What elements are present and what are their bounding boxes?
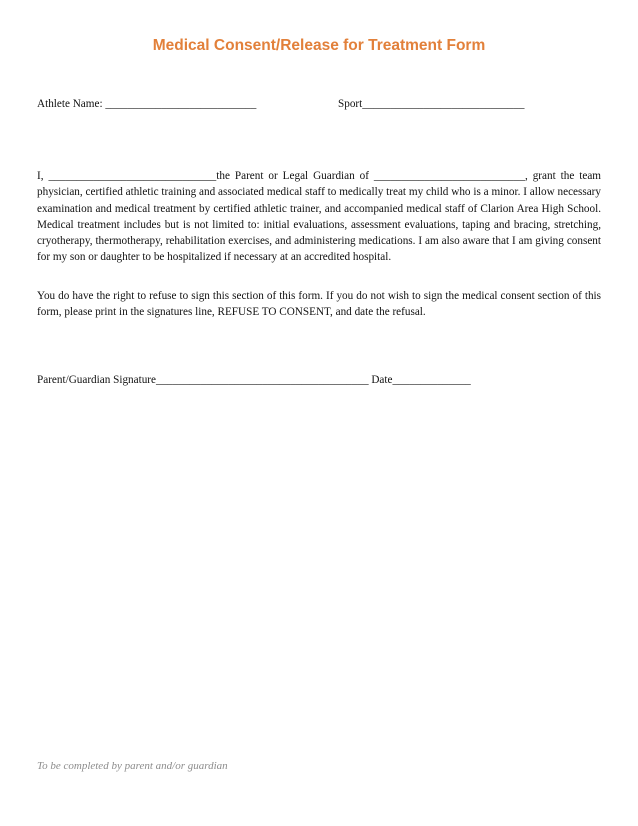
- consent-paragraph: I, ______________________________the Parent or Legal Guardian of ___________________________, grant the team physician, certified athletic training and associated medical staff to medically treat my child who is a minor. I allow necessary examination and medical treatment by certified athletic trainer, and accompanied medical staff of Clarion Area High School. Medical treatment includes but is not limited to: initial evaluations, assessment evaluations, taping and bracing, stretching, cryotherapy, thermotherapy, rehabilitation exercises, and administering medications. I am also aware that I am giving consent for my son or daughter to be hospitalized if necessary at an accredited hospital.: [37, 170, 601, 264]
- signature-date-line[interactable]: Parent/Guardian Signature______________________________________ Date______________: [37, 374, 471, 386]
- form-title: Medical Consent/Release for Treatment Form: [152, 37, 486, 54]
- footer-note: To be completed by parent and/or guardian: [37, 760, 228, 772]
- sport-field[interactable]: Sport_____________________________: [338, 98, 525, 110]
- athlete-name-field[interactable]: Athlete Name: ___________________________: [37, 98, 257, 110]
- refusal-paragraph: You do have the right to refuse to sign this section of this form. If you do not wish to sign the medical consent section of this form, please print in the signatures line, REFUSE TO CONSENT, and date the refusal.: [37, 290, 601, 319]
